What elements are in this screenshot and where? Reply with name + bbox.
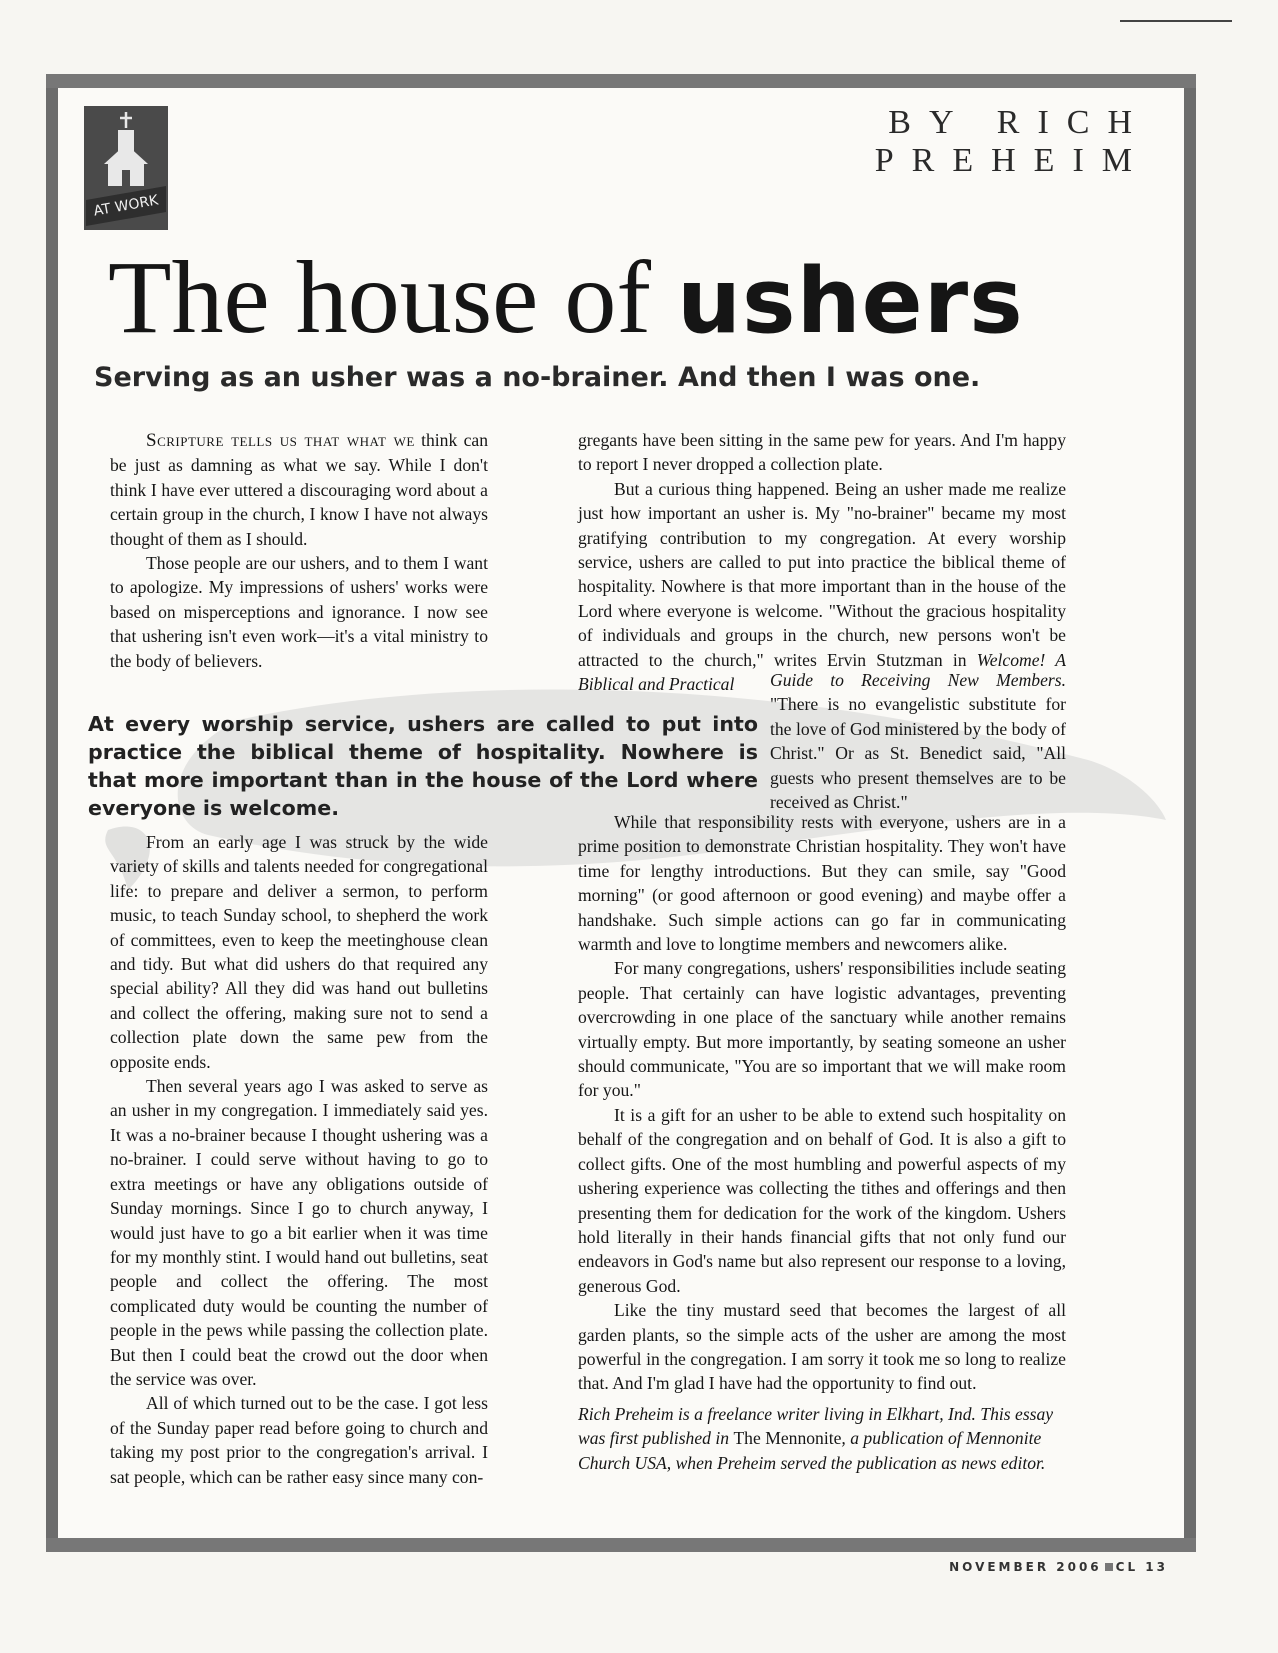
- paragraph: [110, 428, 488, 551]
- column-right-top: [578, 428, 1066, 696]
- paragraph: [578, 1402, 1066, 1475]
- folio-date: NOVEMBER 2006: [949, 1560, 1102, 1574]
- article-title: [108, 238, 1024, 362]
- paragraph: [578, 477, 1066, 697]
- paragraph: For many congregations, ushers' responsibilities include seating people. That certainly can have logistic advantages, preventing overcrowding in one place of the sanctuary while another remains virtually empty. But more importantly, by seating someone an usher should communicate, "You are so important that we will make room for you.": [578, 958, 1066, 1101]
- column-left-bottom: [110, 830, 488, 1489]
- at-work-logo: [82, 104, 170, 234]
- title-part1: The house of: [108, 240, 677, 355]
- publication-name: The Mennonite: [733, 1428, 842, 1449]
- column-right-wrap: [770, 668, 1066, 814]
- paragraph: It is a gift for an usher to be able to extend such hospitality on behalf of the congregation and on behalf of God. It is also a gift to collect gifts. One of the most humbling and powerful aspects of my ushering experience was collecting the tithes and offerings and then presenting them for dedication for the work of the kingdom. Ushers hold literally in their hands financial gifts that not only fund our endeavors in God's name but also represent our response to a loving, generous God.: [578, 1104, 1066, 1296]
- book-title: Welcome! A Biblical and Practical: [578, 649, 1066, 695]
- frame-top-bar: [46, 74, 1196, 88]
- frame-bottom-bar: [46, 1538, 1196, 1552]
- folio-page: CL 13: [1115, 1560, 1168, 1574]
- pull-quote: At every worship service, ushers are called to put into practice the biblical theme of hospitality. Nowhere is that more important than in the house of the Lord where everyone is welcome.: [88, 712, 758, 820]
- page-folio: [949, 1560, 1168, 1574]
- bio-text: , a publication of Mennonite Church USA, when Preheim served the publication as news editor.: [578, 1428, 1046, 1473]
- paragraph: From an early age I was struck by the wide variety of skills and talents needed for congregational life: to prepare and deliver a sermon, to perform music, to teach Sunday school, to shepherd the work of committees, even to keep the meetinghouse clean and tidy. But what did ushers do that required any special ability? All they did was hand out bulletins and collect the offering, making sure not to send a collection plate down the same pew from the opposite ends.: [110, 832, 488, 1072]
- byline: BY RICH PREHEIM: [874, 104, 1150, 179]
- paragraph: All of which turned out to be the case. I got less of the Sunday paper read before going to church and taking my post prior to the congregation's arrival. I sat people, which can be rather easy since many con-: [110, 1393, 488, 1487]
- author-bio: [578, 1402, 1066, 1475]
- logo-label: AT WORK: [92, 192, 160, 220]
- paragraph: While that responsibility rests with everyone, ushers are in a prime position to demonstrate Christian hospitality. They won't have time for lengthy introductions. But they can smile, say "Good morning" (or good afternoon or good evening) and maybe offer a handshake. Such simple actions can go far in communicating warmth and love to longtime members and newcomers alike.: [578, 812, 1066, 955]
- top-rule: [1120, 20, 1232, 22]
- column-right-bottom: [578, 810, 1066, 1396]
- paragraph-text: "There is no evangelistic substitute for the love of God ministered by the body of Christ." Or as St. Benedict said, "All guests who present themselves are to be received as Christ.": [770, 694, 1066, 813]
- lead-caps: Scripture tells us that what we: [146, 430, 415, 451]
- paragraph: Like the tiny mustard seed that becomes the largest of all garden plants, so the simple acts of the usher are among the most powerful in the congregation. I am sorry it took me so long to realize that. And I'm glad I have had the opportunity to find out.: [578, 1300, 1066, 1394]
- article-deck: Serving as an usher was a no-brainer. And then I was one.: [94, 362, 981, 393]
- paragraph: Then several years ago I was asked to serve as an usher in my congregation. I immediately said yes. It was a no-brainer because I thought ushering was a no-brainer. I could serve without having to go to extra meetings or have any obligations outside of Sunday mornings. Since I go to church anyway, I would just have to go a bit earlier when it was time for my monthly stint. I would hand out bulletins, seat people and collect the offering. The most complicated duty would be counting the number of people in the pews while passing the collection plate. But then I could beat the crowd out the door when the service was over.: [110, 1076, 488, 1389]
- paragraph-text: think can be just as damning as what we say. While I don't think I have ever uttered a discouraging word about a certain group in the church, I know I have not always thought of them as I should.: [110, 430, 488, 549]
- bio-text: Rich Preheim is a freelance writer living in Elkhart, Ind. This essay was first published in: [578, 1404, 1054, 1449]
- paragraph: [770, 668, 1066, 814]
- paragraph-text: But a curious thing happened. Being an usher made me realize just how important an usher is. My "no-brainer" became my most gratifying contribution to my congregation. At every worship service, ushers are called to put into practice the biblical theme of hospitality. Nowhere is that more important than in the house of the Lord where everyone is welcome. "Without the gracious hospitality of individuals and groups in the church, new persons won't be attracted to the church," writes Ervin Stutzman in: [578, 478, 1066, 670]
- column-left-top: [110, 428, 488, 673]
- paragraph: gregants have been sitting in the same pew for years. And I'm happy to report I never dropped a collection plate.: [578, 430, 1066, 475]
- title-part2: ushers: [676, 249, 1024, 354]
- folio-separator: [1105, 1563, 1113, 1571]
- paragraph: Those people are our ushers, and to them I want to apologize. My impressions of ushers' works were based on misperceptions and ignorance. I now see that ushering isn't even work—it's a vital ministry to the body of believers.: [110, 553, 488, 671]
- book-title-cont: Guide to Receiving New Members.: [770, 670, 1066, 690]
